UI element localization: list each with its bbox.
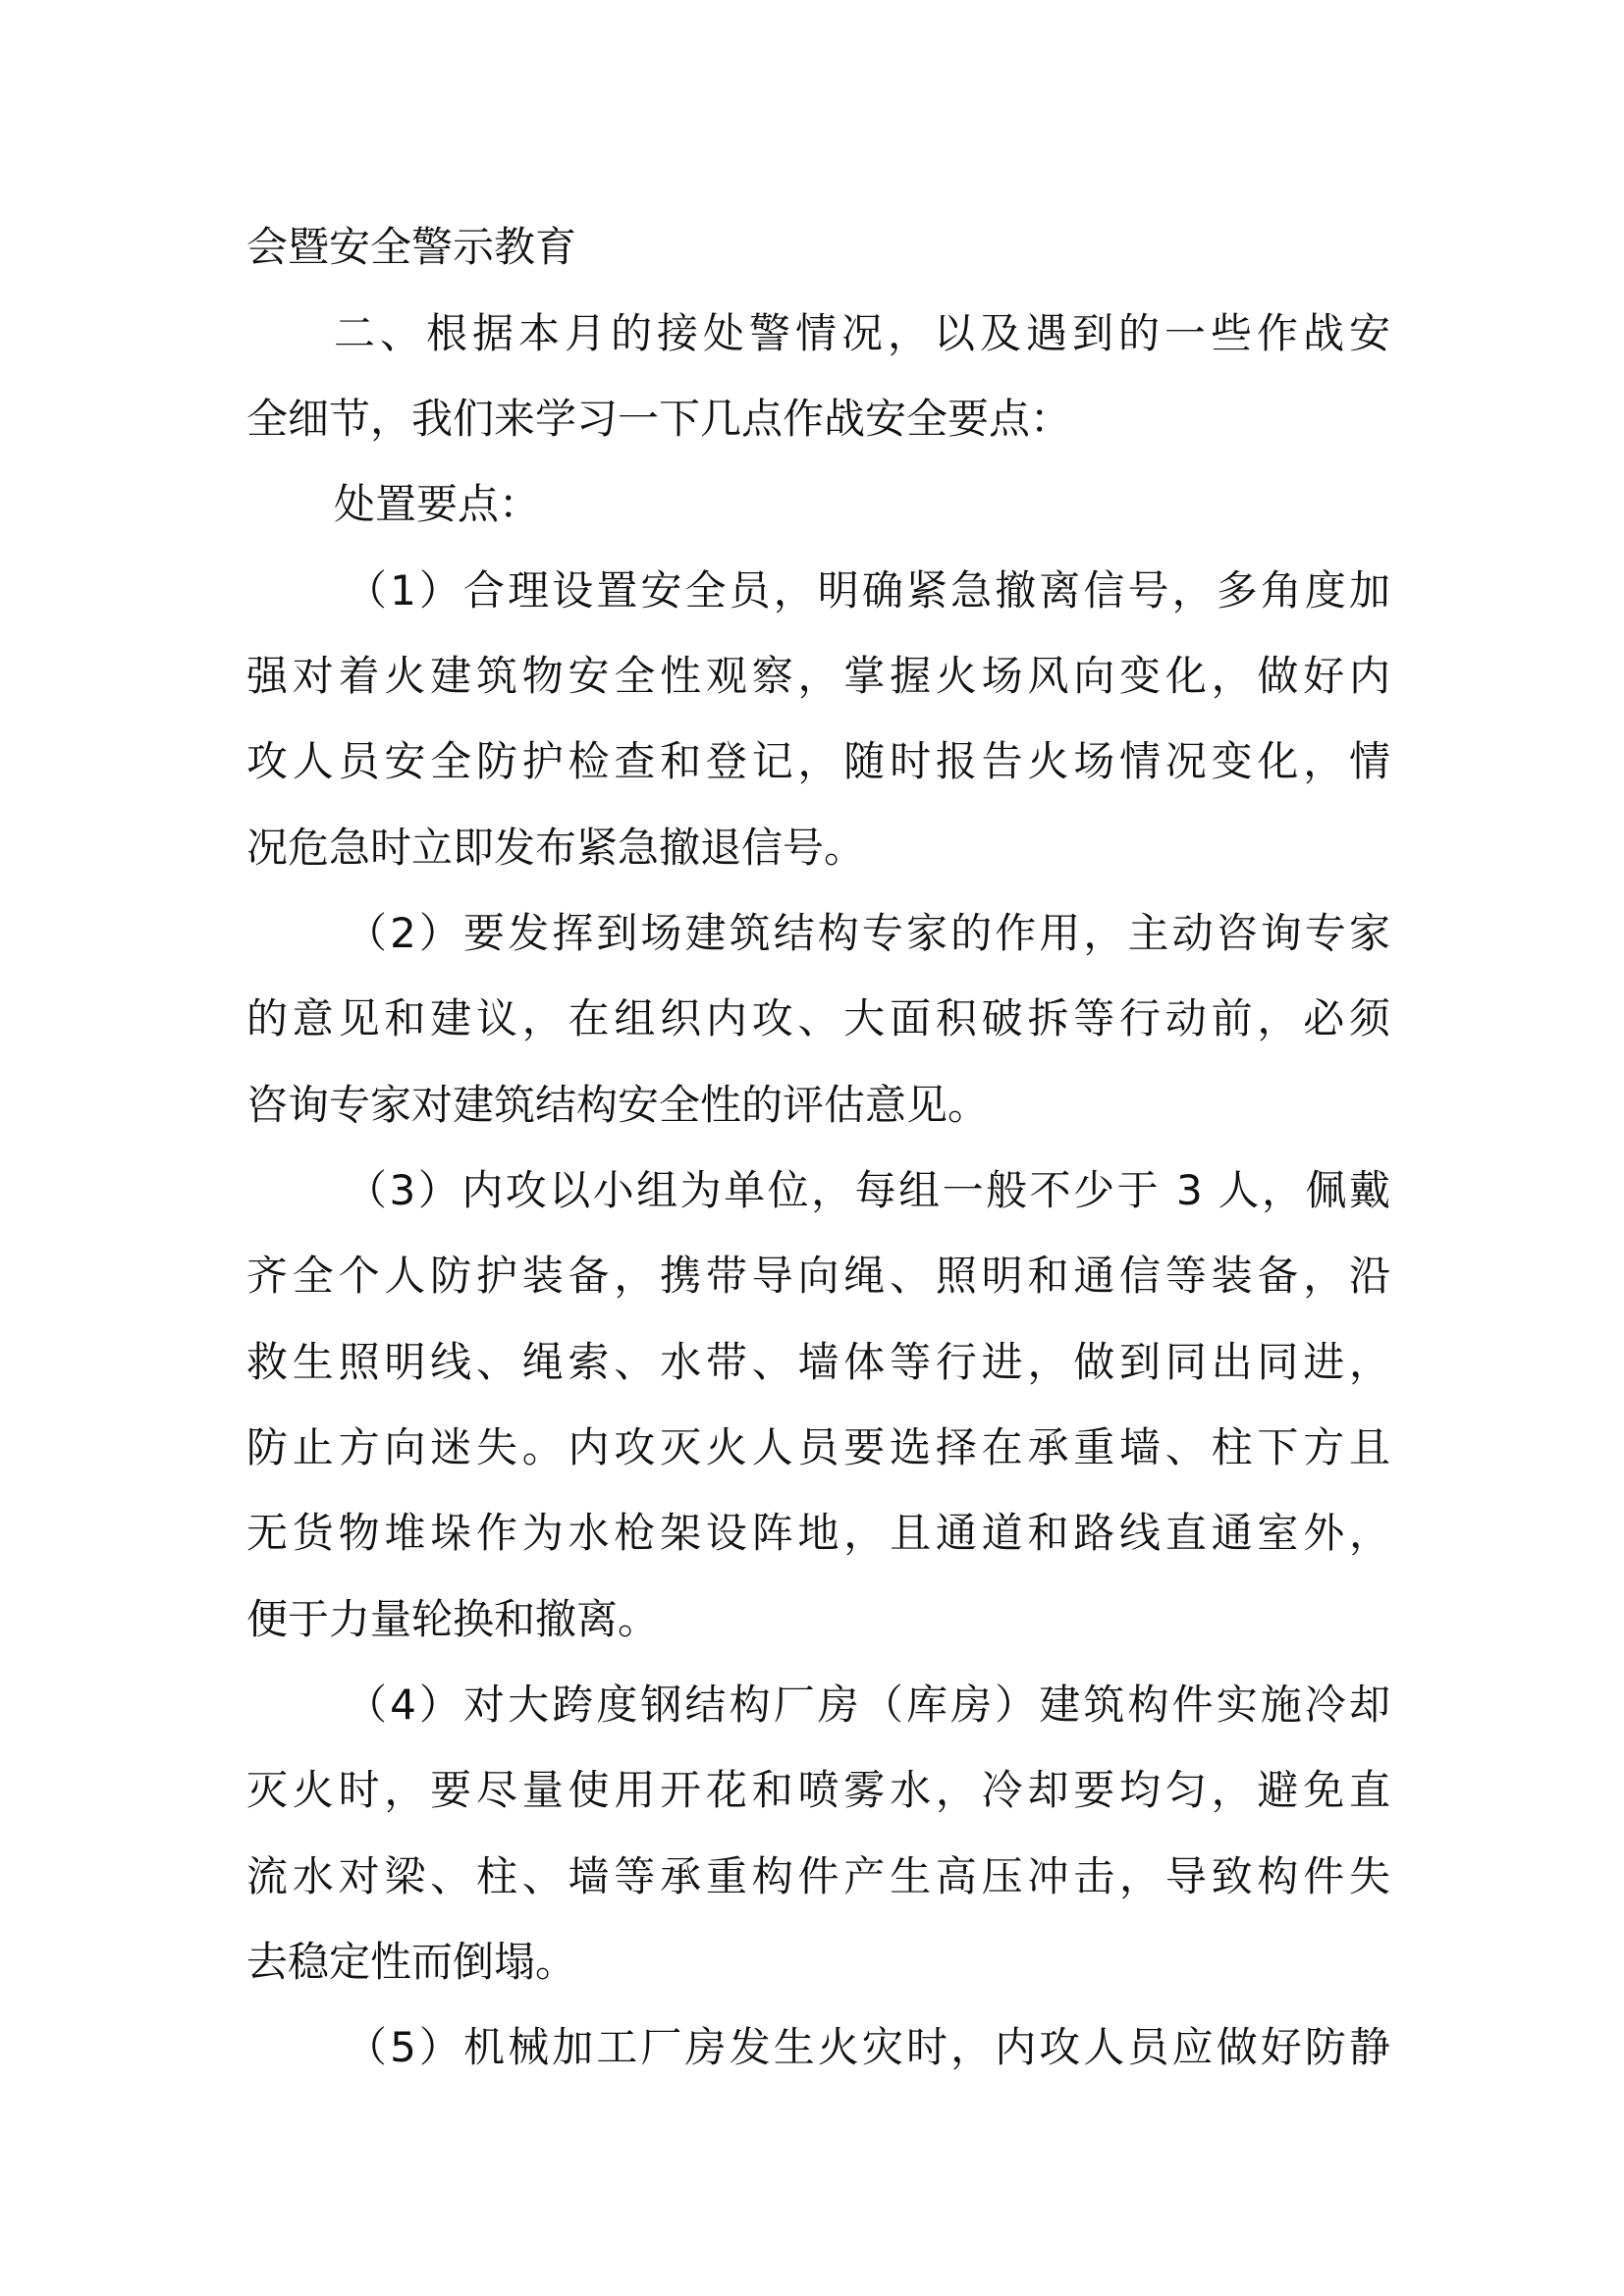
text-line: 全细节，我们来学习一下几点作战安全要点： — [246, 395, 1072, 443]
text-line: 会暨安全警示教育 — [246, 223, 577, 271]
text-line: 无货物堆垛作为水枪架设阵地，且通道和路线直通室外， — [246, 1509, 1390, 1557]
text-line: 防止方向迷失。内攻灭火人员要选择在承重墙、柱下方且 — [246, 1423, 1390, 1471]
text-line: 况危急时立即发布紧急撤退信号。 — [246, 824, 866, 872]
list-item-line: （3）内攻以小组为单位，每组一般不少于 3 人，佩戴 — [346, 1166, 1390, 1214]
text-line: 齐全个人防护装备，携带导向绳、照明和通信等装备，沿 — [246, 1252, 1390, 1300]
text-line: 救生照明线、绳索、水带、墙体等行进，做到同出同进， — [246, 1338, 1390, 1386]
text-line: 去稳定性而倒塌。 — [246, 1938, 577, 1986]
subheading-line: 处置要点： — [334, 480, 541, 528]
text-line: 便于力量轮换和撤离。 — [246, 1595, 660, 1643]
text-line: 咨询专家对建筑结构安全性的评估意见。 — [246, 1081, 990, 1129]
text-line: 攻人员安全防护检查和登记，随时报告火场情况变化，情 — [246, 737, 1390, 785]
section-heading-line: 二、根据本月的接处警情况，以及遇到的一些作战安 — [334, 309, 1390, 357]
list-item-line: （4）对大跨度钢结构厂房（库房）建筑构件实施冷却 — [346, 1681, 1390, 1729]
list-item-line: （1）合理设置安全员，明确紧急撤离信号，多角度加 — [346, 566, 1390, 614]
list-item-line: （2）要发挥到场建筑结构专家的作用，主动咨询专家 — [346, 909, 1390, 957]
text-line: 灭火时，要尽量使用开花和喷雾水，冷却要均匀，避免直 — [246, 1766, 1390, 1814]
list-item-line: （5）机械加工厂房发生火灾时，内攻人员应做好防静 — [346, 2023, 1390, 2071]
text-line: 流水对梁、柱、墙等承重构件产生高压冲击，导致构件失 — [246, 1852, 1390, 1900]
text-line: 的意见和建议，在组织内攻、大面积破拆等行动前，必须 — [246, 994, 1390, 1042]
text-line: 强对着火建筑物安全性观察，掌握火场风向变化，做好内 — [246, 652, 1390, 700]
